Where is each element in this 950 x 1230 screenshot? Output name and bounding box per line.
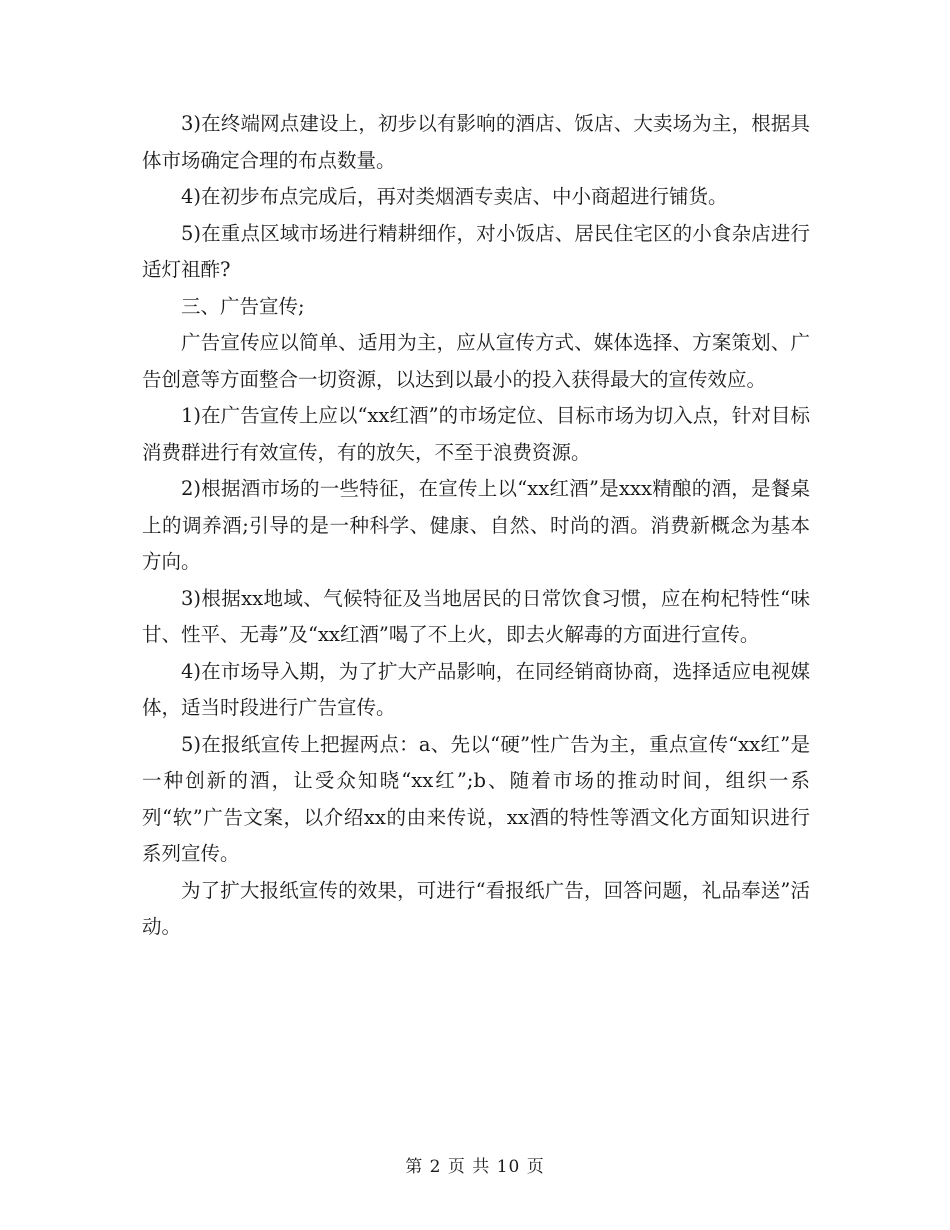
- paragraph-ad-point-3: 3)根据xx地域、气候特征及当地居民的日常饮食习惯，应在枸杞特性“味甘、性平、无毒”及“xx红酒”喝了不上火，即去火解毒的方面进行宣传。: [142, 586, 810, 646]
- paragraph-terminal-outlets: 3)在终端网点建设上，初步以有影响的酒店、饭店、大卖场为主，根据具体市场确定合理的布点数量。: [142, 112, 810, 172]
- paragraph-ad-point-4: 4)在市场导入期，为了扩大产品影响，在同经销商协商，选择适应电视媒体，适当时段进行广告宣传。: [142, 659, 810, 719]
- paragraph-newspaper-activity: 为了扩大报纸宣传的效果，可进行“看报纸广告，回答问题，礼品奉送”活动。: [142, 878, 810, 938]
- paragraph-key-regions: 5)在重点区域市场进行精耕细作，对小饭店、居民住宅区的小食杂店进行适灯祖酢?: [142, 221, 810, 281]
- paragraph-ad-point-2: 2)根据酒市场的一些特征，在宣传上以“xx红酒”是xxx精酿的酒，是餐桌上的调养酒;引导的是一种科学、健康、自然、时尚的酒。消费新概念为基本方向。: [142, 477, 810, 573]
- paragraph-ad-point-5: 5)在报纸宣传上把握两点：a、先以“硬”性广告为主，重点宣传“xx红”是一种创新的酒，让受众知晓“xx红”;b、随着市场的推动时间，组织一系列“软”广告文案，以介绍xx的由来传说，xx酒的特性等酒文化方面知识进行系列宣传。: [142, 732, 810, 865]
- paragraph-ad-point-1: 1)在广告宣传上应以“xx红酒”的市场定位、目标市场为切入点，针对目标消费群进行有效宣传，有的放矢，不至于浪费资源。: [142, 404, 810, 464]
- section-heading-advertising: 三、广告宣传;: [181, 294, 305, 318]
- paragraph-advertising-intro: 广告宣传应以简单、适用为主，应从宣传方式、媒体选择、方案策划、广告创意等方面整合一切资源，以达到以最小的投入获得最大的宣传效应。: [142, 331, 810, 391]
- page-number-footer: 第 2 页 共 10 页: [405, 1157, 545, 1177]
- document-body: [142, 106, 810, 946]
- paragraph-stocking: 4)在初步布点完成后，再对类烟酒专卖店、中小商超进行铺货。: [181, 185, 728, 208]
